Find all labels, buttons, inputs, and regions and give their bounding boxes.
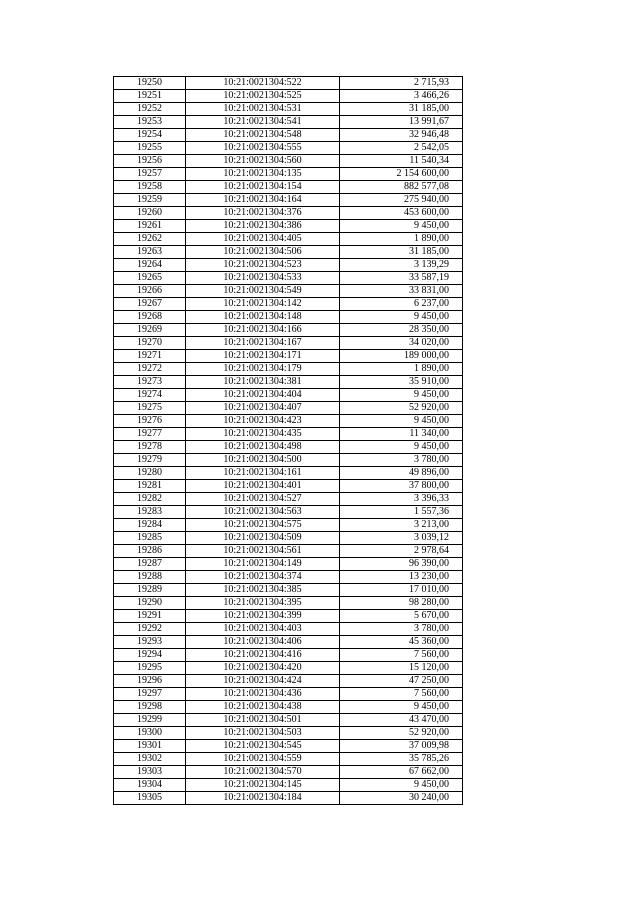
- table-row: [114, 194, 463, 207]
- table-row: [114, 259, 463, 272]
- table-row: [114, 428, 463, 441]
- table-row: [114, 415, 463, 428]
- table-row: [114, 545, 463, 558]
- cadastral-number-cell: 10:21:0021304:548: [186, 129, 340, 142]
- cadastral-value-table: [113, 76, 463, 805]
- row-number-cell: 19292: [114, 623, 186, 636]
- row-number-cell: 19283: [114, 506, 186, 519]
- table-row: [114, 207, 463, 220]
- row-number-cell: 19250: [114, 77, 186, 90]
- table-row: [114, 181, 463, 194]
- cadastral-number-cell: 10:21:0021304:142: [186, 298, 340, 311]
- cadastral-number-cell: 10:21:0021304:403: [186, 623, 340, 636]
- cadastral-number-cell: 10:21:0021304:385: [186, 584, 340, 597]
- table-row: [114, 493, 463, 506]
- table-row: [114, 285, 463, 298]
- cadastral-number-cell: 10:21:0021304:503: [186, 727, 340, 740]
- row-number-cell: 19286: [114, 545, 186, 558]
- cadastral-number-cell: 10:21:0021304:179: [186, 363, 340, 376]
- table-row: [114, 233, 463, 246]
- table-row: [114, 571, 463, 584]
- row-number-cell: 19254: [114, 129, 186, 142]
- row-number-cell: 19260: [114, 207, 186, 220]
- table-row: [114, 714, 463, 727]
- row-number-cell: 19287: [114, 558, 186, 571]
- row-number-cell: 19281: [114, 480, 186, 493]
- cadastral-number-cell: 10:21:0021304:555: [186, 142, 340, 155]
- cadastral-number-cell: 10:21:0021304:395: [186, 597, 340, 610]
- table-row: [114, 129, 463, 142]
- table-row: [114, 155, 463, 168]
- cadastral-number-cell: 10:21:0021304:563: [186, 506, 340, 519]
- row-number-cell: 19294: [114, 649, 186, 662]
- cadastral-number-cell: 10:21:0021304:374: [186, 571, 340, 584]
- cadastral-number-cell: 10:21:0021304:506: [186, 246, 340, 259]
- cadastral-number-cell: 10:21:0021304:522: [186, 77, 340, 90]
- cadastral-number-cell: 10:21:0021304:184: [186, 792, 340, 805]
- row-number-cell: 19270: [114, 337, 186, 350]
- value-cell: 52 920,00: [340, 727, 463, 740]
- value-cell: 6 237,00: [340, 298, 463, 311]
- value-cell: 2 978,64: [340, 545, 463, 558]
- row-number-cell: 19265: [114, 272, 186, 285]
- row-number-cell: 19279: [114, 454, 186, 467]
- cadastral-number-cell: 10:21:0021304:436: [186, 688, 340, 701]
- row-number-cell: 19302: [114, 753, 186, 766]
- value-cell: 3 396,33: [340, 493, 463, 506]
- row-number-cell: 19290: [114, 597, 186, 610]
- row-number-cell: 19268: [114, 311, 186, 324]
- table-row: [114, 558, 463, 571]
- cadastral-number-cell: 10:21:0021304:424: [186, 675, 340, 688]
- table-row: [114, 441, 463, 454]
- row-number-cell: 19296: [114, 675, 186, 688]
- table-row: [114, 597, 463, 610]
- value-cell: 11 540,34: [340, 155, 463, 168]
- value-cell: 28 350,00: [340, 324, 463, 337]
- row-number-cell: 19274: [114, 389, 186, 402]
- row-number-cell: 19269: [114, 324, 186, 337]
- value-cell: 13 230,00: [340, 571, 463, 584]
- cadastral-number-cell: 10:21:0021304:401: [186, 480, 340, 493]
- cadastral-number-cell: 10:21:0021304:575: [186, 519, 340, 532]
- table-row: [114, 298, 463, 311]
- cadastral-number-cell: 10:21:0021304:423: [186, 415, 340, 428]
- row-number-cell: 19272: [114, 363, 186, 376]
- row-number-cell: 19263: [114, 246, 186, 259]
- row-number-cell: 19299: [114, 714, 186, 727]
- row-number-cell: 19278: [114, 441, 186, 454]
- row-number-cell: 19277: [114, 428, 186, 441]
- table-row: [114, 532, 463, 545]
- value-cell: 9 450,00: [340, 389, 463, 402]
- cadastral-number-cell: 10:21:0021304:500: [186, 454, 340, 467]
- value-cell: 9 450,00: [340, 311, 463, 324]
- value-cell: 98 280,00: [340, 597, 463, 610]
- table-row: [114, 376, 463, 389]
- row-number-cell: 19276: [114, 415, 186, 428]
- cadastral-number-cell: 10:21:0021304:167: [186, 337, 340, 350]
- value-cell: 31 185,00: [340, 103, 463, 116]
- value-cell: 1 890,00: [340, 363, 463, 376]
- table-row: [114, 792, 463, 805]
- row-number-cell: 19291: [114, 610, 186, 623]
- row-number-cell: 19256: [114, 155, 186, 168]
- cadastral-number-cell: 10:21:0021304:149: [186, 558, 340, 571]
- value-cell: 96 390,00: [340, 558, 463, 571]
- value-cell: 9 450,00: [340, 220, 463, 233]
- value-cell: 35 785,26: [340, 753, 463, 766]
- row-number-cell: 19253: [114, 116, 186, 129]
- cadastral-number-cell: 10:21:0021304:559: [186, 753, 340, 766]
- row-number-cell: 19259: [114, 194, 186, 207]
- table-row: [114, 740, 463, 753]
- cadastral-number-cell: 10:21:0021304:404: [186, 389, 340, 402]
- value-cell: 49 896,00: [340, 467, 463, 480]
- cadastral-number-cell: 10:21:0021304:525: [186, 90, 340, 103]
- table-row: [114, 779, 463, 792]
- cadastral-number-cell: 10:21:0021304:438: [186, 701, 340, 714]
- row-number-cell: 19261: [114, 220, 186, 233]
- row-number-cell: 19284: [114, 519, 186, 532]
- cadastral-number-cell: 10:21:0021304:523: [186, 259, 340, 272]
- cadastral-number-cell: 10:21:0021304:145: [186, 779, 340, 792]
- cadastral-number-cell: 10:21:0021304:416: [186, 649, 340, 662]
- table-row: [114, 324, 463, 337]
- row-number-cell: 19304: [114, 779, 186, 792]
- value-cell: 5 670,00: [340, 610, 463, 623]
- table-row: [114, 311, 463, 324]
- value-cell: 52 920,00: [340, 402, 463, 415]
- row-number-cell: 19305: [114, 792, 186, 805]
- row-number-cell: 19262: [114, 233, 186, 246]
- cadastral-number-cell: 10:21:0021304:166: [186, 324, 340, 337]
- table-row: [114, 454, 463, 467]
- value-cell: 3 780,00: [340, 454, 463, 467]
- row-number-cell: 19289: [114, 584, 186, 597]
- cadastral-number-cell: 10:21:0021304:161: [186, 467, 340, 480]
- value-cell: 275 940,00: [340, 194, 463, 207]
- value-cell: 11 340,00: [340, 428, 463, 441]
- row-number-cell: 19266: [114, 285, 186, 298]
- value-cell: 13 991,67: [340, 116, 463, 129]
- value-cell: 3 780,00: [340, 623, 463, 636]
- row-number-cell: 19301: [114, 740, 186, 753]
- row-number-cell: 19273: [114, 376, 186, 389]
- cadastral-number-cell: 10:21:0021304:545: [186, 740, 340, 753]
- table-row: [114, 142, 463, 155]
- table-row: [114, 480, 463, 493]
- row-number-cell: 19293: [114, 636, 186, 649]
- value-cell: 3 213,00: [340, 519, 463, 532]
- cadastral-number-cell: 10:21:0021304:381: [186, 376, 340, 389]
- row-number-cell: 19255: [114, 142, 186, 155]
- cadastral-number-cell: 10:21:0021304:561: [186, 545, 340, 558]
- table-row: [114, 116, 463, 129]
- table-body: [114, 77, 463, 805]
- value-cell: 67 662,00: [340, 766, 463, 779]
- cadastral-number-cell: 10:21:0021304:435: [186, 428, 340, 441]
- cadastral-number-cell: 10:21:0021304:386: [186, 220, 340, 233]
- row-number-cell: 19251: [114, 90, 186, 103]
- table-row: [114, 467, 463, 480]
- value-cell: 15 120,00: [340, 662, 463, 675]
- row-number-cell: 19298: [114, 701, 186, 714]
- table-row: [114, 636, 463, 649]
- cadastral-number-cell: 10:21:0021304:570: [186, 766, 340, 779]
- cadastral-number-cell: 10:21:0021304:406: [186, 636, 340, 649]
- value-cell: 7 560,00: [340, 649, 463, 662]
- row-number-cell: 19275: [114, 402, 186, 415]
- cadastral-number-cell: 10:21:0021304:531: [186, 103, 340, 116]
- value-cell: 34 020,00: [340, 337, 463, 350]
- value-cell: 17 010,00: [340, 584, 463, 597]
- row-number-cell: 19267: [114, 298, 186, 311]
- table-row: [114, 246, 463, 259]
- row-number-cell: 19300: [114, 727, 186, 740]
- cadastral-number-cell: 10:21:0021304:501: [186, 714, 340, 727]
- value-cell: 30 240,00: [340, 792, 463, 805]
- table-row: [114, 519, 463, 532]
- table-row: [114, 77, 463, 90]
- row-number-cell: 19271: [114, 350, 186, 363]
- table-row: [114, 649, 463, 662]
- cadastral-number-cell: 10:21:0021304:154: [186, 181, 340, 194]
- table-row: [114, 90, 463, 103]
- table-row: [114, 766, 463, 779]
- table-row: [114, 584, 463, 597]
- row-number-cell: 19280: [114, 467, 186, 480]
- value-cell: 7 560,00: [340, 688, 463, 701]
- cadastral-number-cell: 10:21:0021304:171: [186, 350, 340, 363]
- table-row: [114, 662, 463, 675]
- table-row: [114, 675, 463, 688]
- table-row: [114, 753, 463, 766]
- value-cell: 9 450,00: [340, 701, 463, 714]
- cadastral-number-cell: 10:21:0021304:399: [186, 610, 340, 623]
- value-cell: 9 450,00: [340, 779, 463, 792]
- value-cell: 882 577,08: [340, 181, 463, 194]
- table-row: [114, 220, 463, 233]
- row-number-cell: 19264: [114, 259, 186, 272]
- table-row: [114, 350, 463, 363]
- cadastral-number-cell: 10:21:0021304:376: [186, 207, 340, 220]
- cadastral-number-cell: 10:21:0021304:148: [186, 311, 340, 324]
- value-cell: 189 000,00: [340, 350, 463, 363]
- cadastral-number-cell: 10:21:0021304:498: [186, 441, 340, 454]
- cadastral-number-cell: 10:21:0021304:420: [186, 662, 340, 675]
- table-row: [114, 389, 463, 402]
- table-row: [114, 623, 463, 636]
- table-row: [114, 506, 463, 519]
- cadastral-number-cell: 10:21:0021304:405: [186, 233, 340, 246]
- table-row: [114, 168, 463, 181]
- value-cell: 33 831,00: [340, 285, 463, 298]
- cadastral-number-cell: 10:21:0021304:135: [186, 168, 340, 181]
- cadastral-number-cell: 10:21:0021304:549: [186, 285, 340, 298]
- table-row: [114, 402, 463, 415]
- value-cell: 2 715,93: [340, 77, 463, 90]
- cadastral-number-cell: 10:21:0021304:509: [186, 532, 340, 545]
- value-cell: 9 450,00: [340, 441, 463, 454]
- value-cell: 37 800,00: [340, 480, 463, 493]
- row-number-cell: 19288: [114, 571, 186, 584]
- row-number-cell: 19257: [114, 168, 186, 181]
- cadastral-number-cell: 10:21:0021304:541: [186, 116, 340, 129]
- table-row: [114, 610, 463, 623]
- table-row: [114, 688, 463, 701]
- value-cell: 9 450,00: [340, 415, 463, 428]
- cadastral-number-cell: 10:21:0021304:164: [186, 194, 340, 207]
- value-cell: 2 542,05: [340, 142, 463, 155]
- value-cell: 3 139,29: [340, 259, 463, 272]
- row-number-cell: 19303: [114, 766, 186, 779]
- table-row: [114, 337, 463, 350]
- value-cell: 32 946,48: [340, 129, 463, 142]
- value-cell: 3 466,26: [340, 90, 463, 103]
- row-number-cell: 19258: [114, 181, 186, 194]
- value-cell: 3 039,12: [340, 532, 463, 545]
- table-row: [114, 363, 463, 376]
- value-cell: 43 470,00: [340, 714, 463, 727]
- table-row: [114, 272, 463, 285]
- table-row: [114, 103, 463, 116]
- value-cell: 45 360,00: [340, 636, 463, 649]
- row-number-cell: 19282: [114, 493, 186, 506]
- table-row: [114, 701, 463, 714]
- cadastral-number-cell: 10:21:0021304:527: [186, 493, 340, 506]
- row-number-cell: 19295: [114, 662, 186, 675]
- row-number-cell: 19285: [114, 532, 186, 545]
- table-row: [114, 727, 463, 740]
- cadastral-number-cell: 10:21:0021304:533: [186, 272, 340, 285]
- cadastral-number-cell: 10:21:0021304:560: [186, 155, 340, 168]
- cadastral-number-cell: 10:21:0021304:407: [186, 402, 340, 415]
- value-cell: 37 009,98: [340, 740, 463, 753]
- value-cell: 47 250,00: [340, 675, 463, 688]
- value-cell: 31 185,00: [340, 246, 463, 259]
- value-cell: 1 557,36: [340, 506, 463, 519]
- row-number-cell: 19252: [114, 103, 186, 116]
- value-cell: 453 600,00: [340, 207, 463, 220]
- row-number-cell: 19297: [114, 688, 186, 701]
- value-cell: 33 587,19: [340, 272, 463, 285]
- value-cell: 2 154 600,00: [340, 168, 463, 181]
- value-cell: 35 910,00: [340, 376, 463, 389]
- value-cell: 1 890,00: [340, 233, 463, 246]
